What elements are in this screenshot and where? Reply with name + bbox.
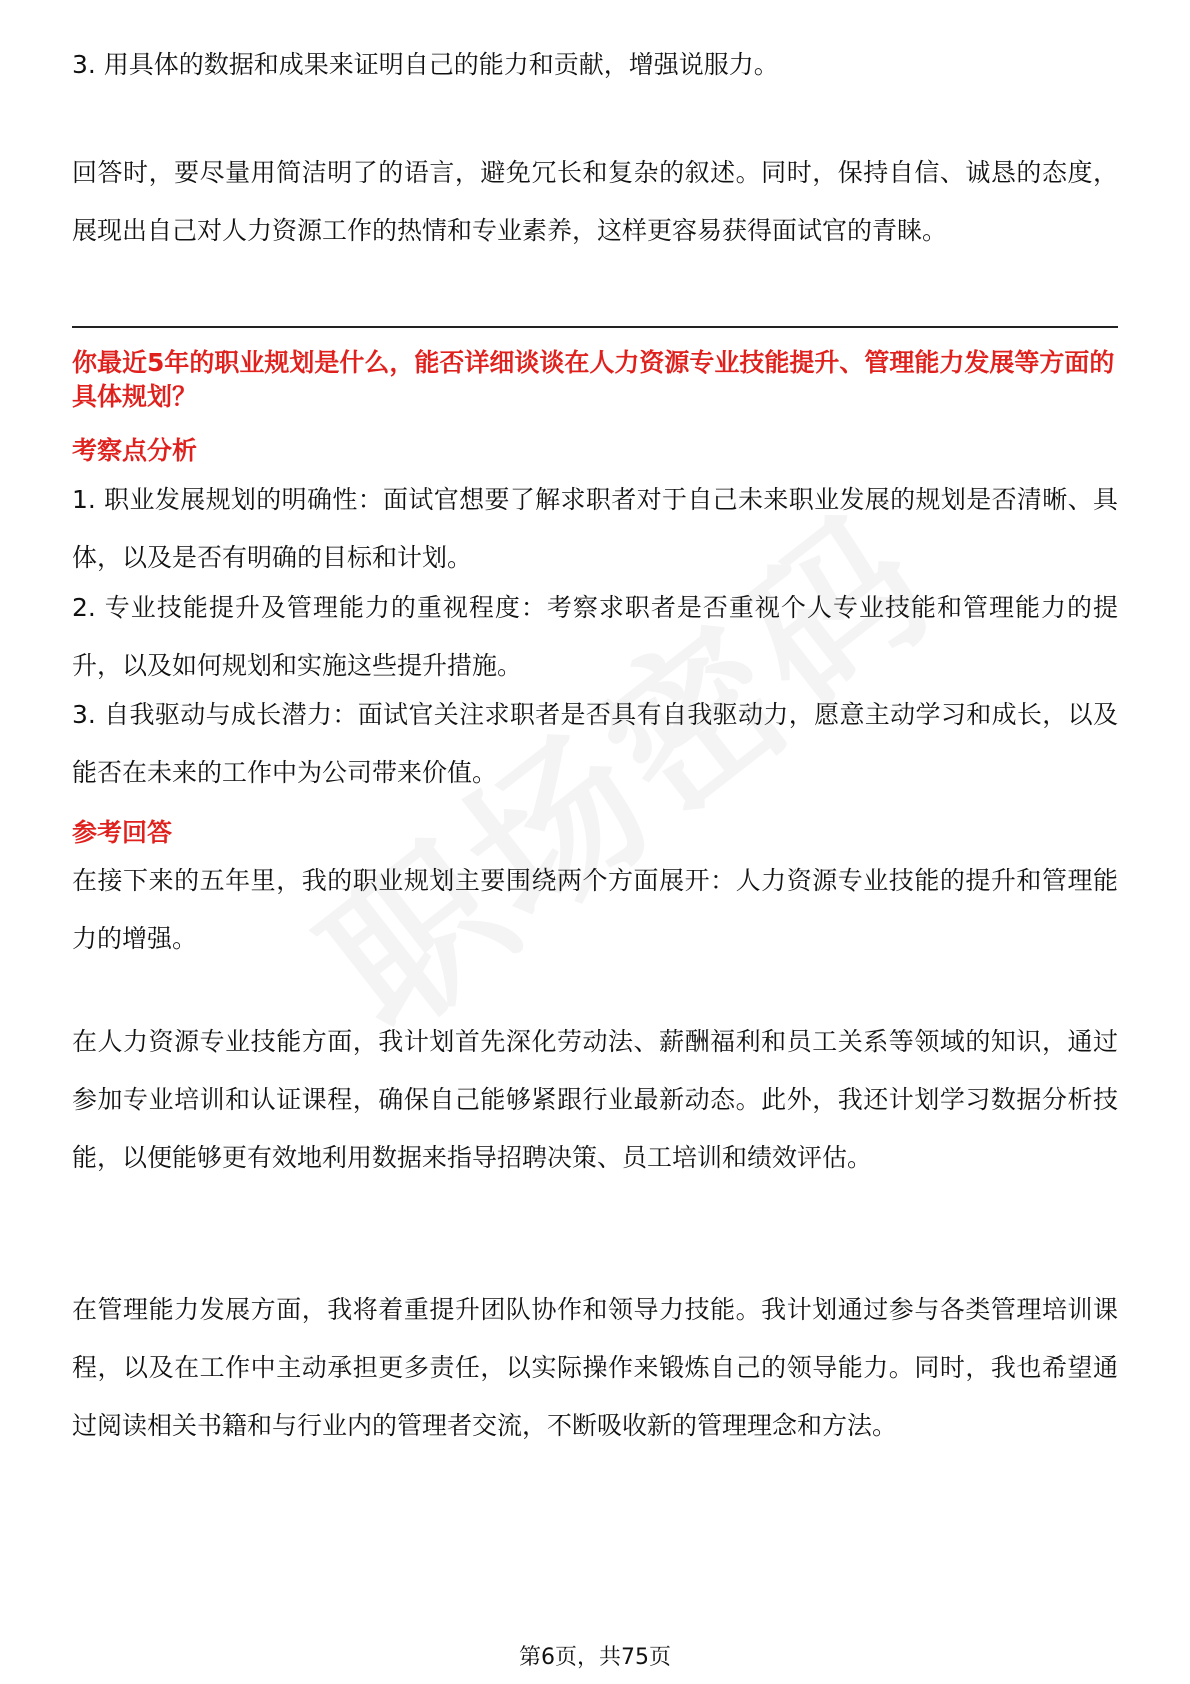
- divider: [72, 326, 1118, 328]
- list-item-3: 3. 用具体的数据和成果来证明自己的能力和贡献，增强说服力。: [72, 50, 779, 79]
- closing-paragraph: 回答时，要尽量用简洁明了的语言，避免冗长和复杂的叙述。同时，保持自信、诚恳的态度，展现出自己对人力资源工作的热情和专业素养，这样更容易获得面试官的青睐。: [72, 158, 1118, 245]
- answer-paragraph: 在人力资源专业技能方面，我计划首先深化劳动法、薪酬福利和员工关系等领域的知识，通过参加专业培训和认证课程，确保自己能够紧跟行业最新动态。此外，我还计划学习数据分析技能，以便能够更有效地利用数据来指导招聘决策、员工培训和绩效评估。: [72, 1027, 1118, 1172]
- page-number: 第6页，共75页: [519, 1645, 671, 1670]
- question-heading: 你最近5年的职业规划是什么，能否详细谈谈在人力资源专业技能提升、管理能力发展等方面的具体规划？: [72, 348, 1115, 411]
- answer-paragraph: 在管理能力发展方面，我将着重提升团队协作和领导力技能。我计划通过参与各类管理培训课程，以及在工作中主动承担更多责任，以实际操作来锻炼自己的领导能力。同时，我也希望通过阅读相关书籍和与行业内的管理者交流，不断吸收新的管理理念和方法。: [72, 1295, 1118, 1440]
- analysis-item-1: 1. 职业发展规划的明确性：面试官想要了解求职者对于自己未来职业发展的规划是否清晰、具体，以及是否有明确的目标和计划。: [72, 485, 1118, 572]
- analysis-item-2: 2. 专业技能提升及管理能力的重视程度：考察求职者是否重视个人专业技能和管理能力的提升，以及如何规划和实施这些提升措施。: [72, 593, 1118, 680]
- answer-title: 参考回答: [72, 818, 173, 847]
- analysis-item-3: 3. 自我驱动与成长潜力：面试官关注求职者是否具有自我驱动力，愿意主动学习和成长，以及能否在未来的工作中为公司带来价值。: [72, 700, 1118, 787]
- analysis-title: 考察点分析: [72, 436, 198, 465]
- answer-paragraph: 在接下来的五年里，我的职业规划主要围绕两个方面展开：人力资源专业技能的提升和管理能力的增强。: [72, 866, 1118, 953]
